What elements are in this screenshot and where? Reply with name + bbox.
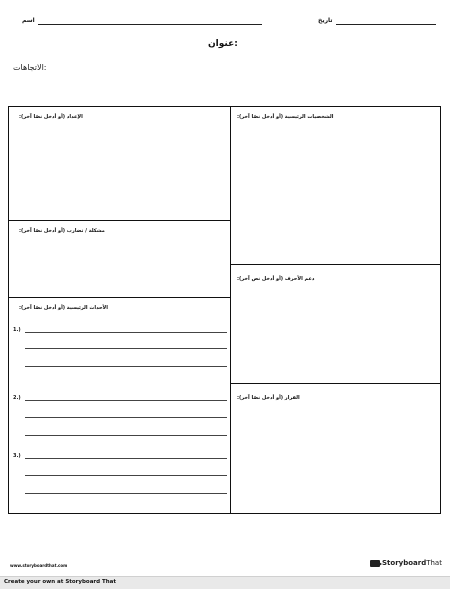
event-1-line-3[interactable]	[25, 366, 227, 367]
characters-box[interactable]	[230, 106, 441, 265]
name-field[interactable]	[38, 24, 262, 25]
resolution-box[interactable]	[230, 383, 441, 514]
setting-box[interactable]	[8, 106, 231, 221]
event-3-line-3[interactable]	[25, 493, 227, 494]
date-label: تاريخ	[318, 17, 333, 24]
setting-label: الإعداد (أو أدخل نصًا آخر):	[19, 114, 83, 120]
events-label: الأحداث الرئيسية (أو أدخل نصًا آخر):	[19, 305, 108, 311]
event-1-line-1[interactable]	[25, 332, 227, 333]
logo-text-bold: Storyboard	[382, 559, 427, 567]
directions-label: :الاتجاهات	[13, 63, 47, 72]
name-label: اسم	[22, 17, 35, 24]
event-2-number: 2.)	[13, 395, 21, 401]
event-3-line-2[interactable]	[25, 475, 227, 476]
event-3-line-1[interactable]	[25, 458, 227, 459]
date-field[interactable]	[336, 24, 436, 25]
supporting-label: دعم الأحرف (أو أدخل نص آخر):	[237, 276, 315, 282]
conflict-label: مشكلة / تضارب (أو أدخل نصًا آخر):	[19, 228, 105, 234]
logo-text-light: That	[426, 559, 442, 567]
event-1-number: 1.)	[13, 327, 21, 333]
event-2-line-1[interactable]	[25, 400, 227, 401]
characters-label: الشخصيات الرئيسية (أو أدخل نصًا آخر):	[237, 114, 334, 120]
conflict-box[interactable]	[8, 220, 231, 298]
storyboardthat-logo[interactable]	[370, 559, 442, 567]
storyboard-logo-icon	[370, 560, 380, 567]
supporting-box[interactable]	[230, 264, 441, 384]
event-3-number: 3.)	[13, 453, 21, 459]
events-box[interactable]	[8, 297, 231, 514]
logo-text	[382, 559, 442, 567]
event-2-line-3[interactable]	[25, 435, 227, 436]
event-1-line-2[interactable]	[25, 348, 227, 349]
create-your-own-link[interactable]: Create your own at Storyboard That	[4, 579, 116, 585]
resolution-label: القرار (أو أدخل نصًا آخر):	[237, 395, 300, 401]
event-2-line-2[interactable]	[25, 417, 227, 418]
footer-url[interactable]: www.storyboardthat.com	[10, 563, 68, 568]
worksheet-title: :عنوان	[208, 39, 238, 49]
